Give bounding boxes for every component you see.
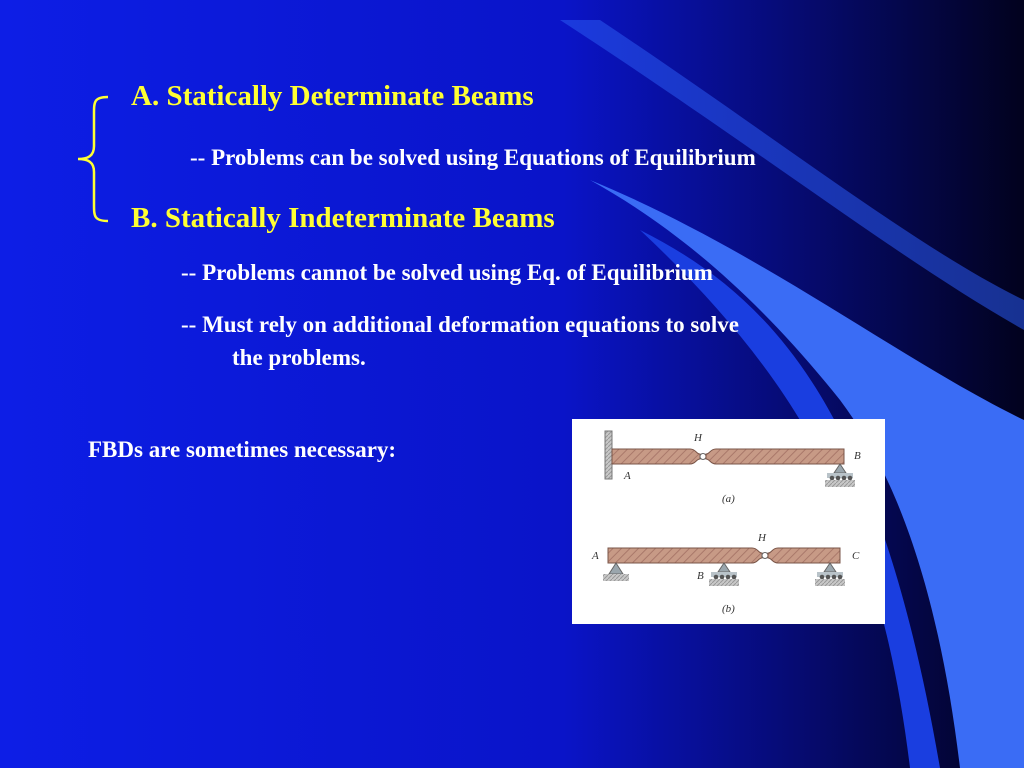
label-b-a: B bbox=[854, 450, 861, 462]
roller-support-c-b bbox=[824, 563, 836, 572]
caption-a: (a) bbox=[722, 493, 735, 505]
ground-b-b bbox=[709, 579, 739, 586]
ground-a-b bbox=[603, 574, 629, 581]
beam-b-left bbox=[608, 548, 762, 563]
beam-diagram-a bbox=[605, 431, 861, 505]
ground-c-b bbox=[815, 579, 845, 586]
hinge-h-b bbox=[762, 553, 768, 559]
point-solved-equilibrium: -- Problems can be solved using Equations of Equilibrium bbox=[190, 145, 756, 170]
point-deformation-line1: -- Must rely on additional deformation equations to solve bbox=[181, 312, 739, 337]
fbd-note: FBDs are sometimes necessary: bbox=[88, 437, 397, 462]
fixed-wall bbox=[605, 431, 612, 479]
heading-statically-indeterminate: B. Statically Indeterminate Beams bbox=[131, 202, 555, 234]
label-h-b: H bbox=[758, 532, 766, 544]
label-a-a: A bbox=[624, 470, 631, 482]
heading-statically-determinate: A. Statically Determinate Beams bbox=[131, 80, 534, 112]
label-c-b: C bbox=[852, 550, 860, 562]
pin-support-a-b bbox=[609, 563, 623, 574]
beam-b-right bbox=[768, 548, 840, 563]
point-cannot-solve: -- Problems cannot be solved using Eq. of Equilibrium bbox=[181, 260, 713, 285]
beam-diagram-figure bbox=[572, 419, 885, 624]
hinge-h-a bbox=[700, 454, 706, 460]
caption-b: (b) bbox=[722, 603, 735, 615]
roller-support-b-b bbox=[718, 563, 730, 572]
label-a-b: A bbox=[592, 550, 599, 562]
ground-a bbox=[825, 480, 855, 487]
brace-icon bbox=[74, 94, 114, 224]
beam-a-right bbox=[706, 449, 844, 464]
beam-a-left bbox=[612, 449, 700, 464]
pin-support-b-a bbox=[834, 464, 846, 473]
beam-diagram-b bbox=[591, 532, 860, 615]
label-b-b: B bbox=[697, 570, 704, 582]
point-deformation-line2: the problems. bbox=[232, 345, 366, 370]
label-h-a: H bbox=[694, 432, 702, 444]
